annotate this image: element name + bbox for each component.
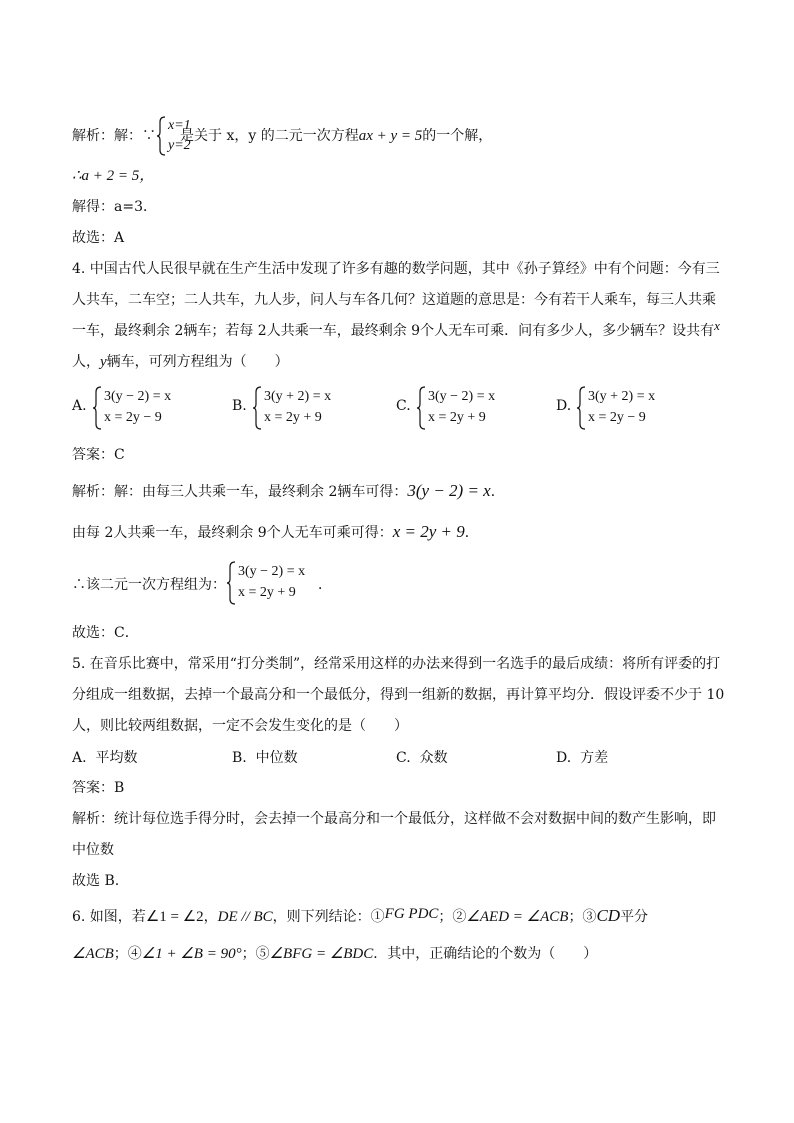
q6-stem-line1: 6. 如图，若∠1 = ∠2，DE // BC，则下列结论：①FG PDC；②∠AED = ∠ACB；③CD平分 (72, 906, 649, 925)
q5-choice: 故选 B. (72, 873, 120, 889)
q4-answer: 答案：C (72, 447, 125, 463)
q5-analysis-line2: 中位数 (72, 842, 114, 858)
q4-analysis-line2: 由每 2人共乘一车，最终剩余 9个人无车可乘可得：x = 2y + 9． (72, 522, 479, 541)
brace-icon (92, 386, 102, 430)
q4-stem-line1: 4. 中国古代人民很早就在生产生活中发现了许多有趣的数学问题，其中《孙子算经》中有个问题：今有三 (72, 261, 720, 277)
q3-system (156, 116, 191, 156)
q3-analysis-prefix: 解析：解：∵ (72, 128, 156, 144)
q3-choice: 故选：A (72, 230, 125, 246)
q3-system-line2: y=2 (168, 138, 191, 153)
brace-icon (226, 561, 236, 605)
q4-stem-line4: 人，y辆车，可列方程组为（ ） (72, 354, 289, 370)
q3-step2: 解得：a=3． (72, 199, 157, 215)
q4-choice: 故选：C． (72, 625, 139, 641)
q5-answer: 答案：B (72, 780, 125, 796)
q6-stem-line2: ∠ACB；④∠1 + ∠B = 90°；⑤∠BFG = ∠BDC．其中，正确结论的个数为（ ） (72, 946, 598, 962)
q5-option-d[interactable]: D. 方差 (556, 750, 609, 766)
q5-option-a[interactable]: A. 平均数 (72, 750, 138, 766)
q5-analysis-line1: 解析：统计每位选手得分时，会去掉一个最高分和一个最低分，这样做不会对数据中间的数产生影响，即 (72, 811, 716, 827)
q3-step1: ∴a + 2 = 5， (72, 168, 155, 184)
brace-icon (416, 386, 426, 430)
q3-system-line1: x=1 (168, 118, 191, 133)
q5-stem-line2: 分组成一组数据，去掉一个最高分和一个最低分，得到一组新的数据，再计算平均分．假设评委不少于 10 (72, 687, 725, 703)
q4-stem-line2: 人共车，二车空；二人共车，九人步，问人与车各几何？这道题的意思是：今有若干人乘车，每三人共乘 (72, 292, 716, 308)
q5-stem-line1: 5. 在音乐比赛中，常采用“打分类制”，经常采用这样的办法来得到一名选手的最后成绩：将所有评委的打 (72, 656, 721, 672)
q4-stem-line3: 一车，最终剩余 2辆车；若每 2人共乘一车，最终剩余 9个人无车可乘．问有多少人，多少辆车？设共有x (72, 318, 720, 339)
q5-stem-line3: 人，则比较两组数据，一定不会发生变化的是（ ） (72, 718, 408, 734)
q3-equation: ax + y = 5 (358, 128, 423, 144)
q4-var-y: y (100, 354, 107, 370)
q4-var-x: x (714, 318, 720, 333)
q3-analysis-end: 的一个解， (422, 128, 493, 144)
brace-icon (252, 386, 262, 430)
q4-analysis-line1: 解析：解：由每三人共乘一车，最终剩余 2辆车可得：3(y − 2) = x． (72, 481, 505, 500)
q3-analysis-mid: 是关于 x，y 的二元一次方程 (180, 128, 359, 144)
q5-option-c[interactable]: C. 众数 (396, 750, 448, 766)
q4-analysis-system: 3(y − 2) = x x = 2y + 9 (226, 561, 326, 605)
q5-option-b[interactable]: B. 中位数 (232, 750, 298, 766)
brace-icon (156, 116, 166, 156)
q3-analysis-line (72, 116, 492, 156)
brace-icon (576, 386, 586, 430)
